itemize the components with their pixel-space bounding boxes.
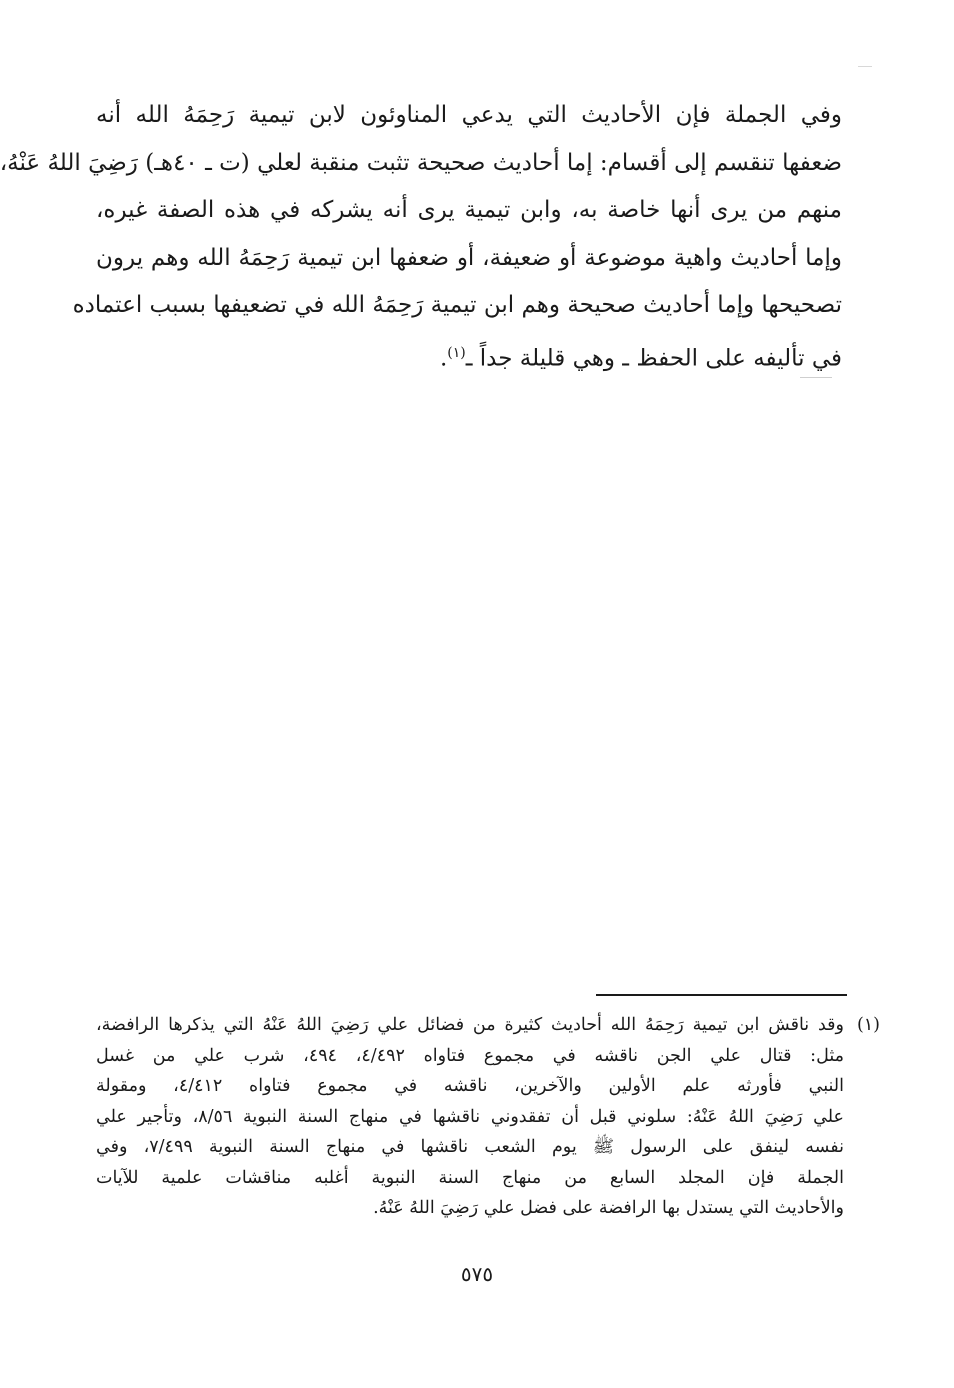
main-paragraph	[0, 92, 843, 383]
footnote-line-7: والأحاديث التي يستدل بها الرافضة على فضل علي رَضِيَ اللهُ عَنْهُ.	[373, 1198, 844, 1218]
scan-mark	[858, 66, 872, 67]
body-line-2: ضعفها تنقسم إلى أقسام: إما أحاديث صحيحة تثبت منقبة لعلي (ت ـ ٤٠هـ) رَضِيَ اللهُ عَنْهُ،	[0, 149, 842, 176]
body-line-6-text: في تأليفه على الحفظ ـ وهي قليلة جداً ـ	[465, 345, 842, 372]
footnote-number: (١)	[856, 1015, 880, 1035]
footnote-line-4: علي رَضِيَ اللهُ عَنْهُ: سلوني قبل أن تفقدوني ناقشها في منهاج السنة النبوية ٨/٥٦، وتأجير علي	[96, 1106, 844, 1127]
footnote-line-5: نفسه لينفق على الرسول ﷺ يوم الشعب ناقشها في منهاج السنة النبوية ٧/٤٩٩، وفي	[96, 1137, 844, 1157]
end-punctuation: .	[439, 345, 448, 372]
body-line-1: وفي الجملة فإن الأحاديث التي يدعي المناوئون لابن تيمية رَحِمَهُ الله أنه	[96, 102, 842, 128]
footnote-reference[interactable]: (١)	[447, 344, 466, 361]
footnote-line-6: الجملة فإن المجلد السابع من منهاج السنة النبوية أغلبه مناقشات علمية للآيات	[96, 1167, 844, 1188]
footnote-block	[96, 1010, 880, 1224]
body-line-4: وإما أحاديث واهية موضوعة أو ضعيفة، أو ضعفها ابن تيمية رَحِمَهُ الله وهم يرون	[96, 244, 843, 271]
footnote-line-1: وقد ناقش ابن تيمية رَحِمَهُ الله أحاديث كثيرة من فضائل علي رَضِيَ اللهُ عَنْهُ التي يذكرها الرافضة،	[96, 1015, 844, 1035]
footnote-separator	[596, 994, 847, 996]
page-number: ٥٧٥	[460, 1262, 494, 1286]
footnote-line-2: مثل: قتال علي الجن ناقشه في مجموع فتاواه ٤/٤٩٢، ٤٩٤، شرب علي من غسل	[96, 1045, 844, 1066]
body-line-3: منهم من يرى أنها خاصة به، وابن تيمية يرى أنه يشركه في هذه الصفة غيره،	[96, 197, 842, 223]
body-line-6	[96, 330, 842, 383]
footnote-line-3: النبي فأورثه علم الأولين والآخرين، ناقشه في مجموع فتاواه ٤/٤١٢، ومقولة	[96, 1076, 844, 1096]
body-line-5: تصحيحها وإما أحاديث صحيحة وهم ابن تيمية رَحِمَهُ الله في تضعيفها بسبب اعتماده	[72, 292, 842, 318]
paragraph-end-rule	[800, 377, 832, 378]
